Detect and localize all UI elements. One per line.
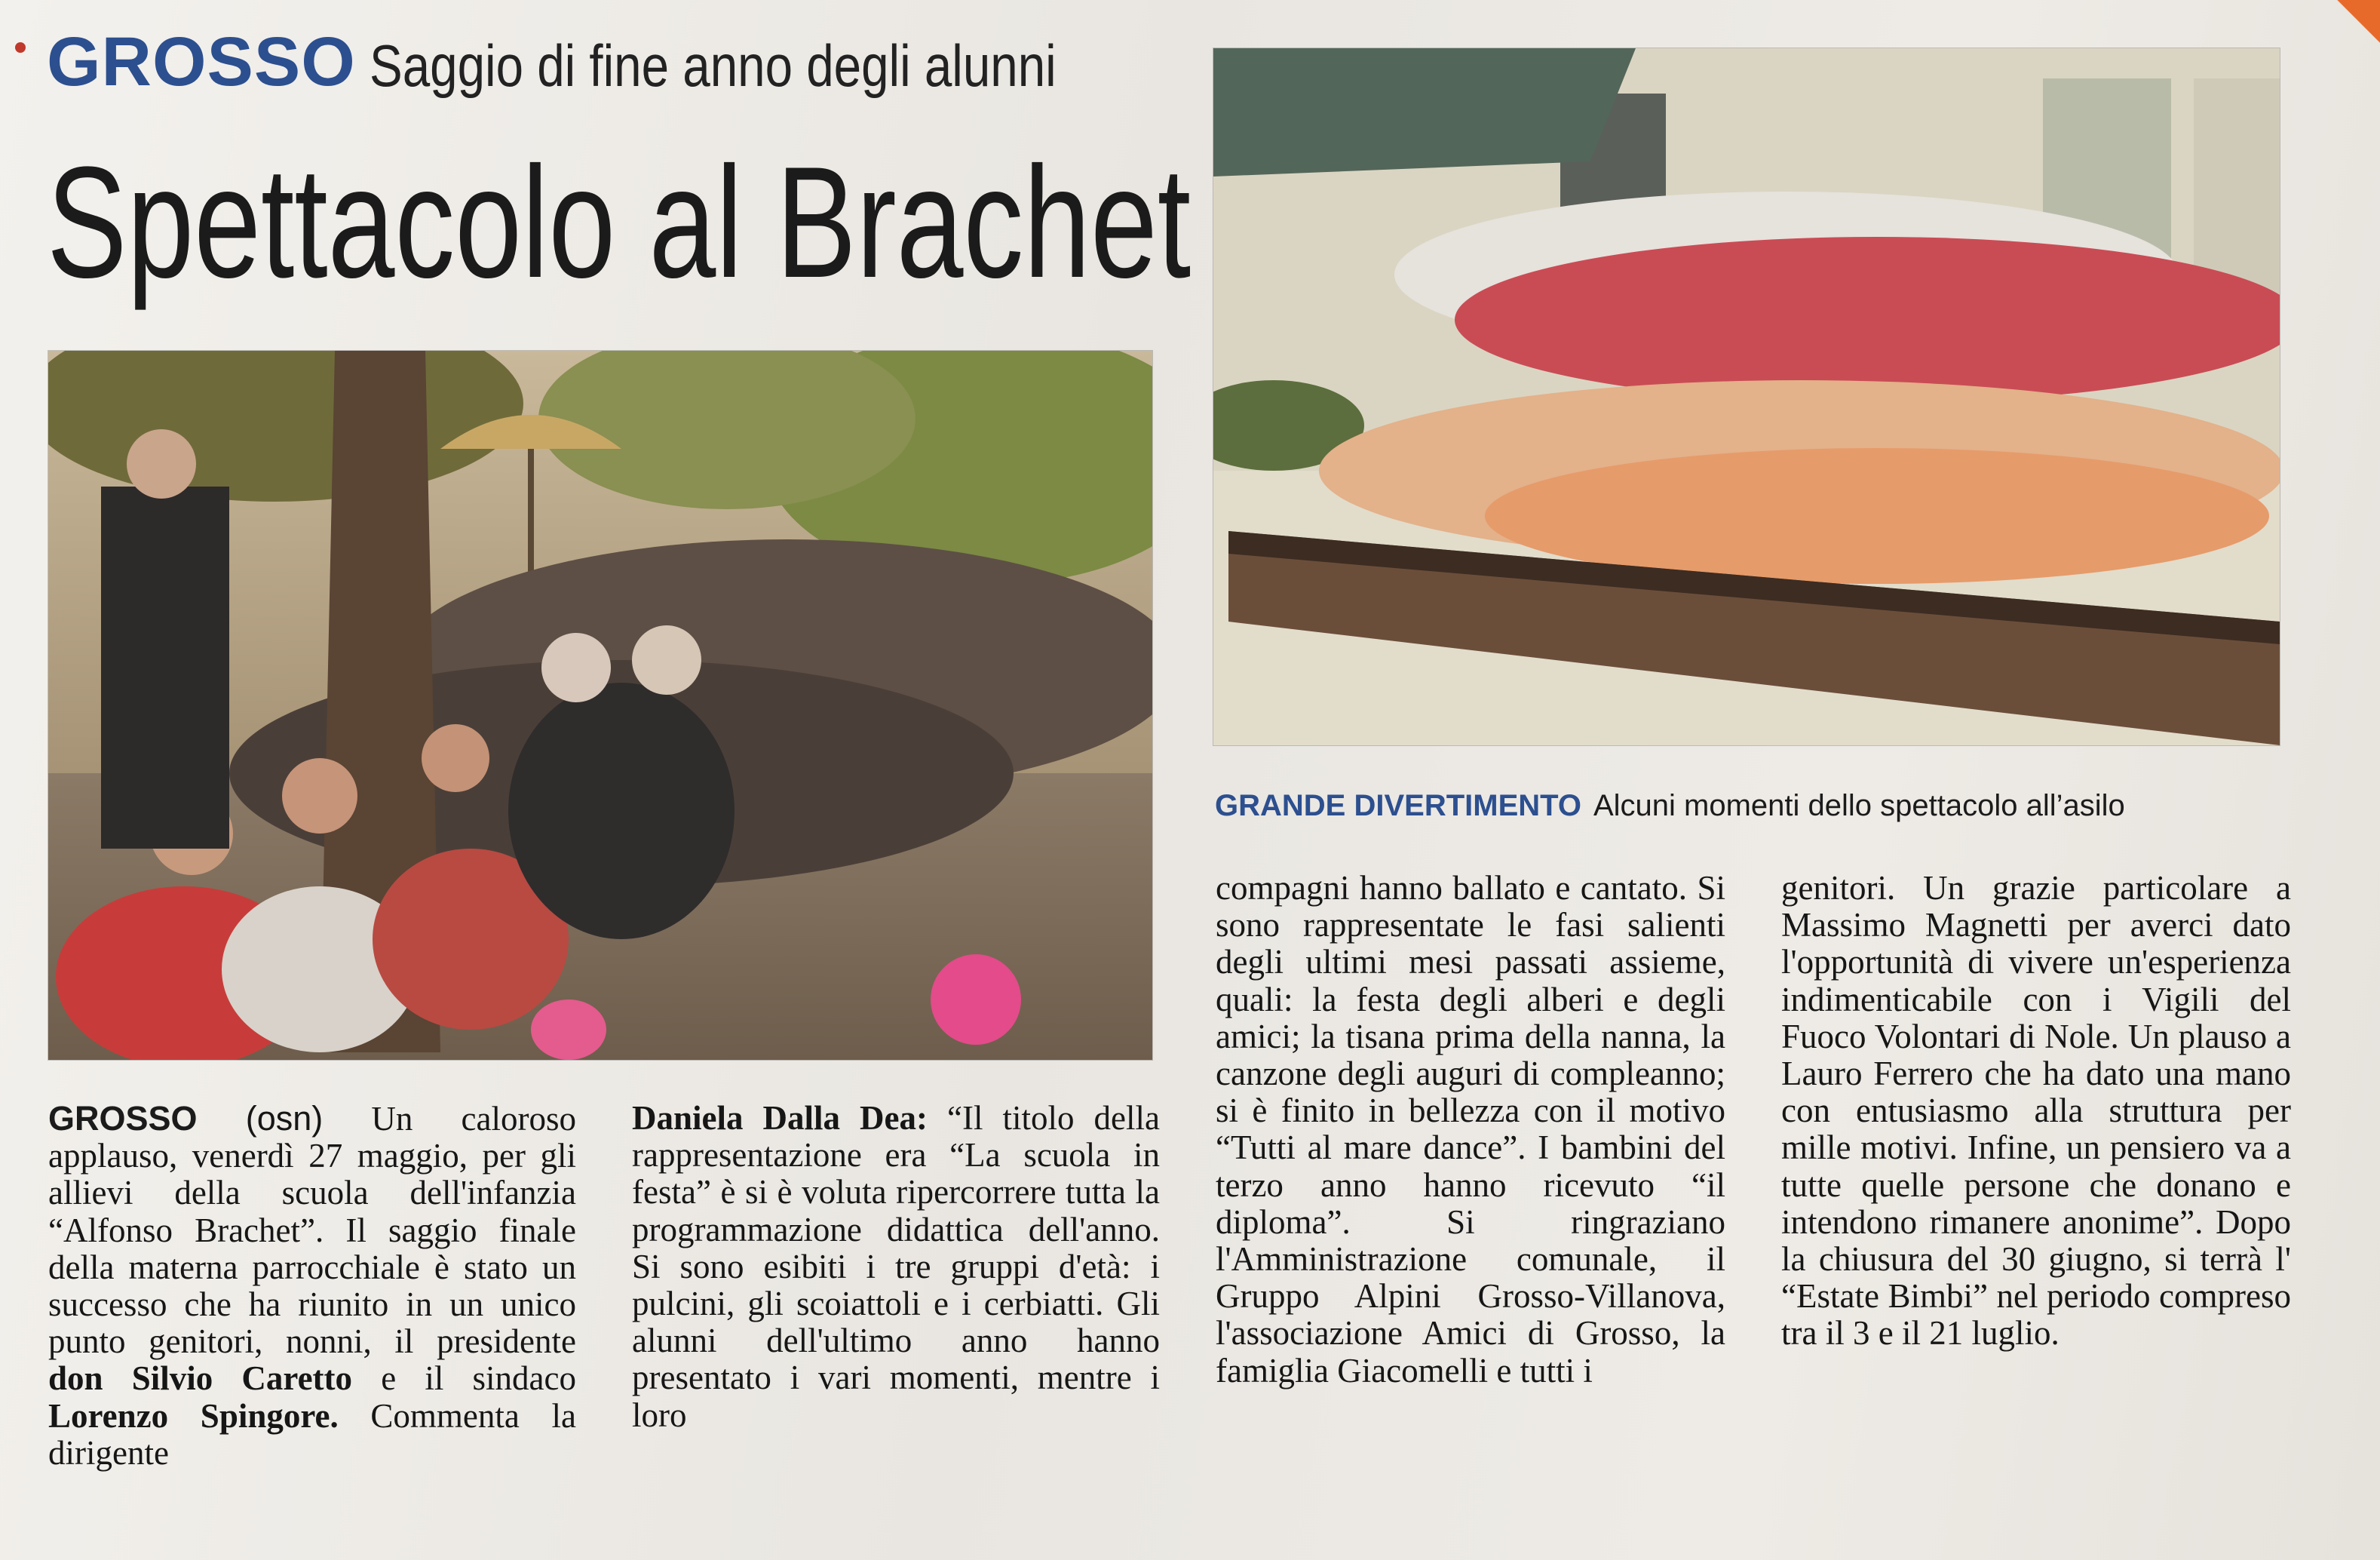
page-edge-corner (2327, 0, 2380, 53)
article-column-4 (1781, 870, 2291, 1353)
article-byline: (osn) (245, 1099, 324, 1138)
audience-photo (48, 351, 1152, 1060)
section-kicker: GROSSO (47, 23, 356, 100)
article-text: compagni hanno ballato e cantato. Si sono rappresentate le fasi salienti degli ultimi mesi passati assieme, quali: la festa degli alberi e degli amici; la tisana prima della nanna, la canzone degli auguri di compleanno; si è finito in bellezza con il motivo “Tutti al mare dance”. I bambini del terzo anno hanno ricevuto “il diploma”. Si ringraziano l'Amministrazione comunale, il Gruppo Alpini Grosso-Villanova, l'associazione Amici di Grosso, la famiglia Giacomelli e tutti i (1216, 869, 1725, 1390)
article-text: e il sindaco (381, 1359, 576, 1398)
article-text: Commenta la dirigente (48, 1396, 576, 1472)
article-column-2 (632, 1100, 1160, 1434)
article-text: Un caloroso applauso, venerdì 27 maggio, per gli allievi della scuola dell'infanzia “Alfonso Brachet”. Il saggio finale della materna parrocchiale è stato un successo che ha riunito in un unico punto genitori, nonni, il presidente (48, 1100, 576, 1361)
person-name: Daniela Dalla Dea: (632, 1099, 928, 1137)
article-text: “Il titolo della rappresentazione era “La scuola in festa” è si è voluta ripercorrere tutta la programmazione didattica dell'anno. Si sono esibiti i tre gruppi d'età: i pulcini, gli scoiattoli e i cerbiatti. Gli alunni dell'ultimo anno hanno presentato i vari momenti, mentre i loro (632, 1099, 1161, 1434)
caption-kicker: GRANDE DIVERTIMENTO (1215, 789, 1581, 822)
stage-photo (1213, 48, 2280, 745)
article-dateline: GROSSO (48, 1099, 198, 1138)
article-column-3 (1216, 870, 1725, 1390)
article-text: genitori. Un grazie particolare a Massimo Magnetti per averci dato l'opportunità di vivere un'esperienza indimenticabile con i Vigili del Fuoco Volontari di Nole. Un plauso a Lauro Ferrero che ha dato una mano con entusiasmo alla struttura per mille motivi. Infine, un pensiero va a tutte quelle persone che donano e intendono rimanere anonime”. Dopo la chiusura del 30 giugno, si terrà l' “Estate Bimbi” nel periodo compreso tra il 3 e il 21 luglio. (1781, 869, 2291, 1353)
caption-text: Alcuni momenti dello spettacolo all’asilo (1593, 789, 2125, 822)
subheadline: Saggio di fine anno degli alunni (370, 32, 1057, 99)
photo-caption (1215, 791, 2125, 821)
article-column-1 (48, 1100, 576, 1472)
person-name: Lorenzo Spingore. (48, 1396, 339, 1435)
headline: Spettacolo al Brachet (47, 134, 1192, 311)
red-mark-dot (15, 42, 26, 53)
person-name: don Silvio Caretto (48, 1359, 353, 1398)
